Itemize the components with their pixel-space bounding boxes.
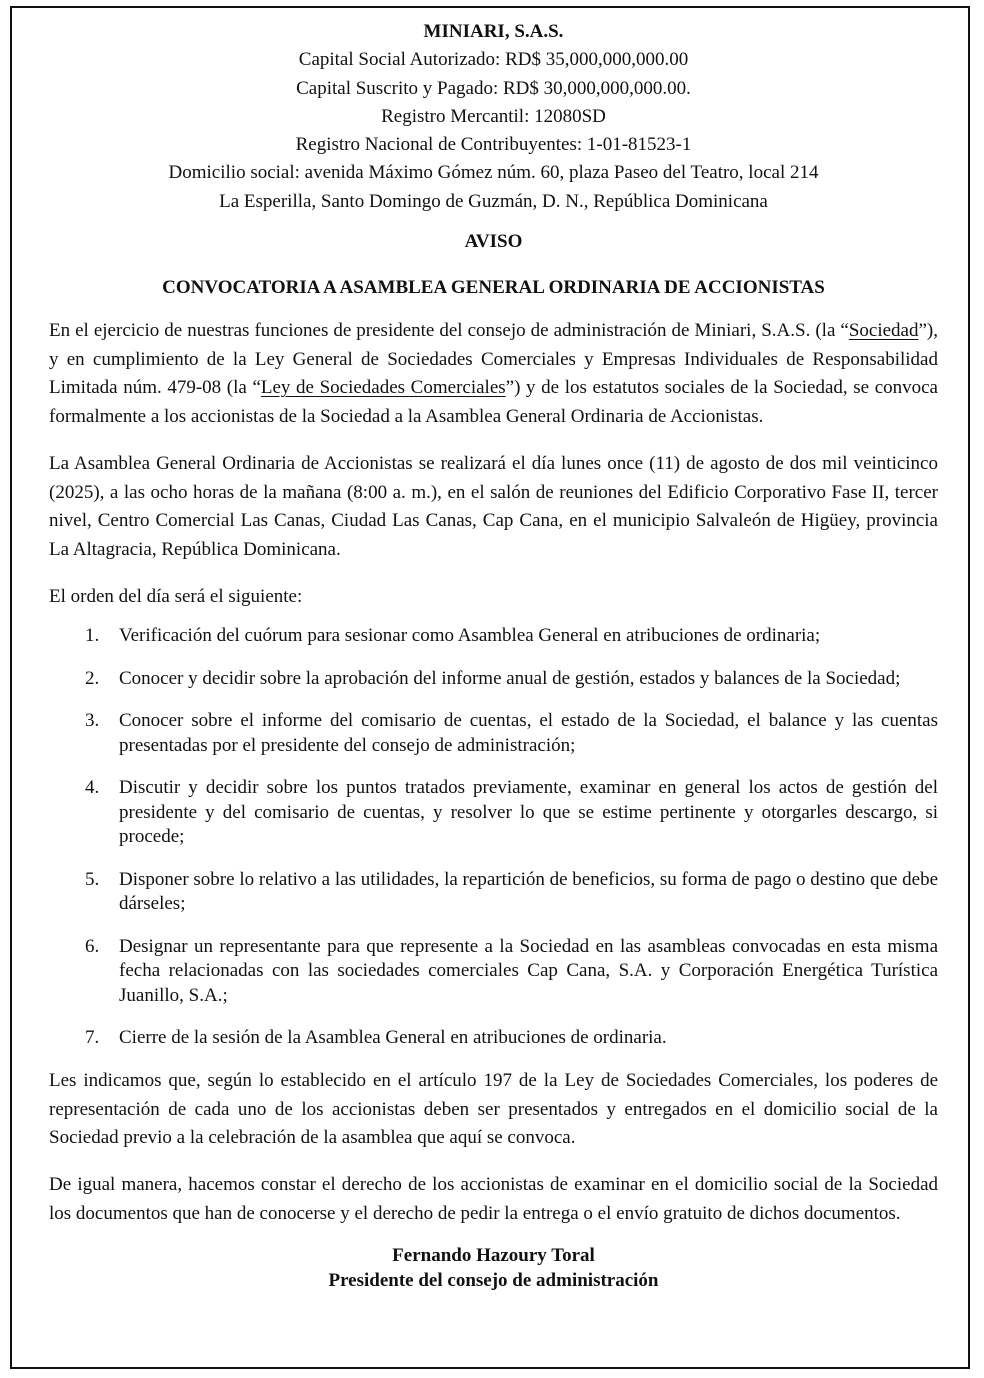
defined-term-ley: Ley de Sociedades Comerciales <box>260 377 506 399</box>
proxy-paragraph: Les indicamos que, según lo establecido en el artículo 197 de la Ley de Sociedades Comerciales, los poderes de representación de cada uno de los accionistas deben ser presentados y entregados en el domicilio social de la Sociedad previo a la celebración de la asamblea que aquí se convoca. <box>49 1069 938 1149</box>
address-line: Domicilio social: avenida Máximo Gómez núm. 60, plaza Paseo del Teatro, local 214 <box>168 162 819 184</box>
agenda-item <box>49 935 938 1009</box>
agenda-item <box>49 1026 938 1051</box>
agenda-list <box>49 624 938 1051</box>
agenda-item-text: Designar un representante para que represente a la Sociedad en las asambleas convocadas en esta misma fecha relacionadas con las sociedades comerciales Cap Cana, S.A. y Corporación Energética Turística Juanillo, S.A.; <box>119 935 938 1006</box>
notice-title: AVISO <box>464 231 523 253</box>
agenda-item <box>49 624 938 649</box>
notice-content <box>49 18 938 1293</box>
company-name: MINIARI, S.A.S. <box>423 21 564 42</box>
agenda-item-text: Disponer sobre lo relativo a las utilidades, la repartición de beneficios, su forma de pago o destino que debe dárseles; <box>119 868 938 915</box>
agenda-item-text: Discutir y decidir sobre los puntos tratados previamente, examinar en general los actos de gestión del presidente y del comisario de cuentas, y resolver lo que se estime pertinente y otorgarles descargo, si procede; <box>119 777 938 848</box>
agenda-item <box>49 709 938 758</box>
signatory-name: Fernando Hazoury Toral <box>392 1245 595 1267</box>
agenda-item <box>49 776 938 850</box>
taxpayer-registry-line: Registro Nacional de Contribuyentes: 1-01-81523-1 <box>295 134 692 156</box>
notice-page <box>10 6 970 1369</box>
agenda-item-number: 6. <box>85 935 100 957</box>
intro-text-a: En el ejercicio de nuestras funciones de presidente del consejo de administración de Miniari, S.A.S. (la “ <box>49 320 849 342</box>
capital-authorized-line: Capital Social Autorizado: RD$ 35,000,000,000.00 <box>298 49 689 71</box>
agenda-item-number: 7. <box>85 1027 100 1049</box>
defined-term-sociedad: Sociedad <box>848 320 919 342</box>
company-header <box>49 18 938 216</box>
meeting-details-paragraph: La Asamblea General Ordinaria de Accionistas se realizará el día lunes once (11) de agosto de dos mil veinticinco (2025), a las ocho horas de la mañana (8:00 a. m.), en el salón de reuniones del Edificio Corporativo Fase II, tercer nivel, Centro Comercial Las Canas, Ciudad Las Canas, Cap Cana, en el municipio Salvaleón de Higüey, provincia La Altagracia, República Dominicana. <box>49 452 938 560</box>
agenda-item-number: 3. <box>85 710 100 732</box>
notice-subtitle: CONVOCATORIA A ASAMBLEA GENERAL ORDINARIA DE ACCIONISTAS <box>162 277 825 299</box>
capital-subscribed-line: Capital Suscrito y Pagado: RD$ 30,000,000,000.00. <box>296 77 691 99</box>
agenda-item-text: Cierre de la sesión de la Asamblea General en atribuciones de ordinaria. <box>119 1027 667 1049</box>
intro-text-b: ”), y en cumplimiento de la Ley General de Sociedades Comerciales y Empresas Individuales de Responsabilidad Limitada núm. 479-08 (la “ <box>49 320 938 399</box>
signatory-role: Presidente del consejo de administración <box>328 1270 659 1292</box>
agenda-item <box>49 667 938 692</box>
mercantile-registry-line: Registro Mercantil: 12080SD <box>381 105 606 127</box>
agenda-item <box>49 868 938 917</box>
agenda-intro: El orden del día será el siguiente: <box>49 585 303 607</box>
intro-paragraph <box>49 317 938 432</box>
intro-text-c: ”) y de los estatutos sociales de la Sociedad, se convoca formalmente a los accionistas de la Sociedad a la Asamblea General Ordinaria de Accionistas. <box>49 377 938 428</box>
documents-paragraph: De igual manera, hacemos constar el derecho de los accionistas de examinar en el domicilio social de la Sociedad los documentos que han de conocerse y el derecho de pedir la entrega o el envío gratuito de dichos documentos. <box>49 1174 938 1224</box>
agenda-item-number: 2. <box>85 667 100 689</box>
agenda-item-text: Verificación del cuórum para sesionar como Asamblea General en atribuciones de ordinaria; <box>119 625 821 647</box>
agenda-item-number: 5. <box>85 868 100 890</box>
agenda-item-number: 1. <box>85 625 100 647</box>
agenda-item-text: Conocer sobre el informe del comisario de cuentas, el estado de la Sociedad, el balance y las cuentas presentadas por el presidente del consejo de administración; <box>119 710 938 756</box>
signature-block <box>49 1243 938 1293</box>
agenda-item-text: Conocer y decidir sobre la aprobación del informe anual de gestión, estados y balances de la Sociedad; <box>119 667 901 689</box>
agenda-item-number: 4. <box>85 777 100 799</box>
city-line: La Esperilla, Santo Domingo de Guzmán, D. N., República Dominicana <box>219 190 768 212</box>
